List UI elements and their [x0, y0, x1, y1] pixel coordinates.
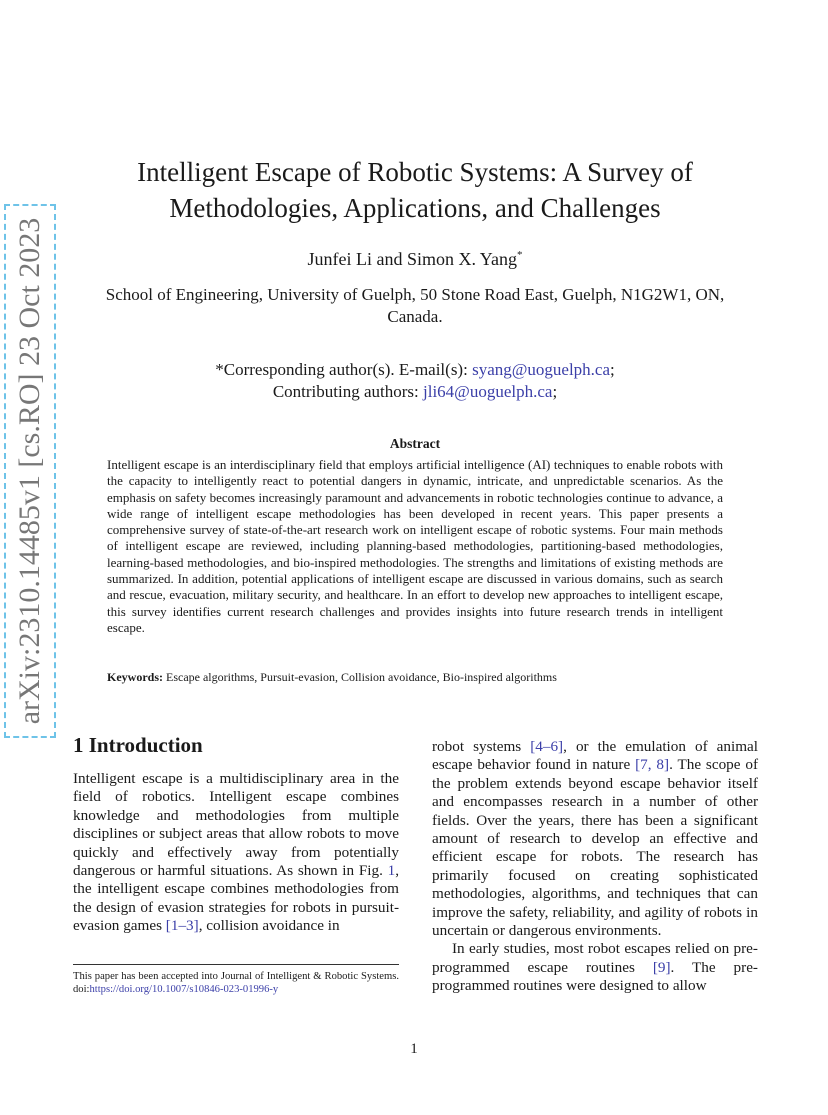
footnote	[73, 971, 399, 997]
intro-paragraph	[432, 738, 758, 940]
abstract-heading: Abstract	[389, 436, 441, 451]
keywords-label: Keywords:	[107, 670, 163, 684]
section-heading-introduction: 1 Introduction	[73, 733, 203, 757]
corresponding-author-label: *Corresponding author(s). E-mail(s):	[215, 360, 473, 379]
corresponding-author-suffix: ;	[610, 360, 615, 379]
citation-link[interactable]: [7, 8]	[635, 756, 670, 774]
arxiv-identifier-text: arXiv:2310.14485v1 [cs.RO] 23 Oct 2023	[13, 217, 46, 725]
citation-link[interactable]: [9]	[652, 958, 671, 976]
contributing-author-label: Contributing authors:	[272, 382, 423, 401]
contributing-author-suffix: ;	[552, 382, 558, 401]
intro-paragraph	[432, 940, 758, 995]
footnote-rule	[73, 964, 399, 965]
author-line	[110, 249, 720, 270]
correspondence-block	[110, 359, 720, 403]
citation-link[interactable]: [4–6]	[530, 738, 564, 755]
intro-text: robot systems	[432, 738, 531, 755]
contributing-author-line	[110, 381, 720, 403]
intro-text: , or the emulation of animal escape behavior found in nature	[432, 738, 758, 774]
keywords-line	[107, 670, 723, 685]
contributing-email-link[interactable]: jli64@uoguelph.ca	[423, 382, 553, 401]
keywords-list: Escape algorithms, Pursuit-evasion, Collision avoidance, Bio-inspired algorithms	[163, 670, 557, 684]
page-number: 1	[410, 1041, 418, 1057]
intro-right-column	[432, 738, 758, 996]
intro-text: , collision avoidance in	[198, 917, 340, 935]
footnote-text: This paper has been accepted into Journal of Intelligent & Robotic Systems. doi:	[73, 971, 399, 995]
corresponding-email-link[interactable]: syang@uoguelph.ca	[472, 360, 611, 379]
intro-text: . The pre-programmed routines were designed to allow	[432, 958, 758, 995]
author-names: Junfei Li and Simon X. Yang	[307, 249, 517, 269]
figure-ref-link[interactable]: 1	[387, 862, 396, 880]
doi-link[interactable]: https://doi.org/10.1007/s10846-023-01996-y	[89, 983, 279, 995]
corresponding-author-mark: *	[517, 249, 523, 261]
abstract-body: Intelligent escape is an interdisciplinary field that employs artificial intelligence (AI) techniques to enable robots with the capacity to intelligently react to potential dangers in dynamic, intricate, and unpredictable scenarios. As the emphasis on safety becomes increasingly paramount and advancements in robotic technologies continue to advance, a wide range of intelligent escape methodologies has been developed in recent years. This paper presents a comprehensive survey of state-of-the-art research work on intelligent escape of robotic systems. Four main methods of intelligent escape are reviewed, including planning-based methodologies, partitioning-based methodologies, learning-based methodologies, and bio-inspired methodologies. The strengths and limitations of existing methods are summarized. In addition, potential applications of intelligent escape are discussed in various domains, such as search and rescue, evacuation, military security, and healthcare. In an effort to develop new approaches to intelligent escape, this survey identifies current research challenges and provides insights into future research trends in intelligent escape.	[107, 457, 723, 635]
intro-text: . The scope of the problem extends beyond escape behavior itself and encompasses research in a number of other fields. Over the years, there has been a significant amount of research to develop an effective and efficient escape for robots. The research has primarily focused on creating sophisticated methodologies, algorithms, and techniques that can improve the safety, reliability, and agility of robots in uncertain or dangerous environments.	[432, 756, 759, 940]
affiliation: School of Engineering, University of Guelph, 50 Stone Road East, Guelph, N1G2W1, ON, Canada.	[105, 285, 725, 326]
arxiv-identifier-stamp	[4, 204, 56, 738]
intro-text: , the intelligent escape combines methodologies from the design of evasion strategies for robots in pursuit-evasion games	[73, 862, 399, 935]
intro-left-column	[73, 770, 399, 936]
citation-link[interactable]: [1–3]	[165, 917, 199, 935]
paper-title: Intelligent Escape of Robotic Systems: A Survey of Methodologies, Applications, and Challenges	[137, 157, 693, 223]
intro-text: Intelligent escape is a multidisciplinary area in the field of robotics. Intelligent escape combines knowledge and methodologies from multiple disciplines or subject areas that allow robots to move quickly and effectively away from potentially dangerous or harmful situations. As shown in Fig.	[73, 770, 399, 880]
intro-text: In early studies, most robot escapes relied on pre-programmed escape routines	[432, 940, 758, 976]
corresponding-author-line	[110, 359, 720, 381]
